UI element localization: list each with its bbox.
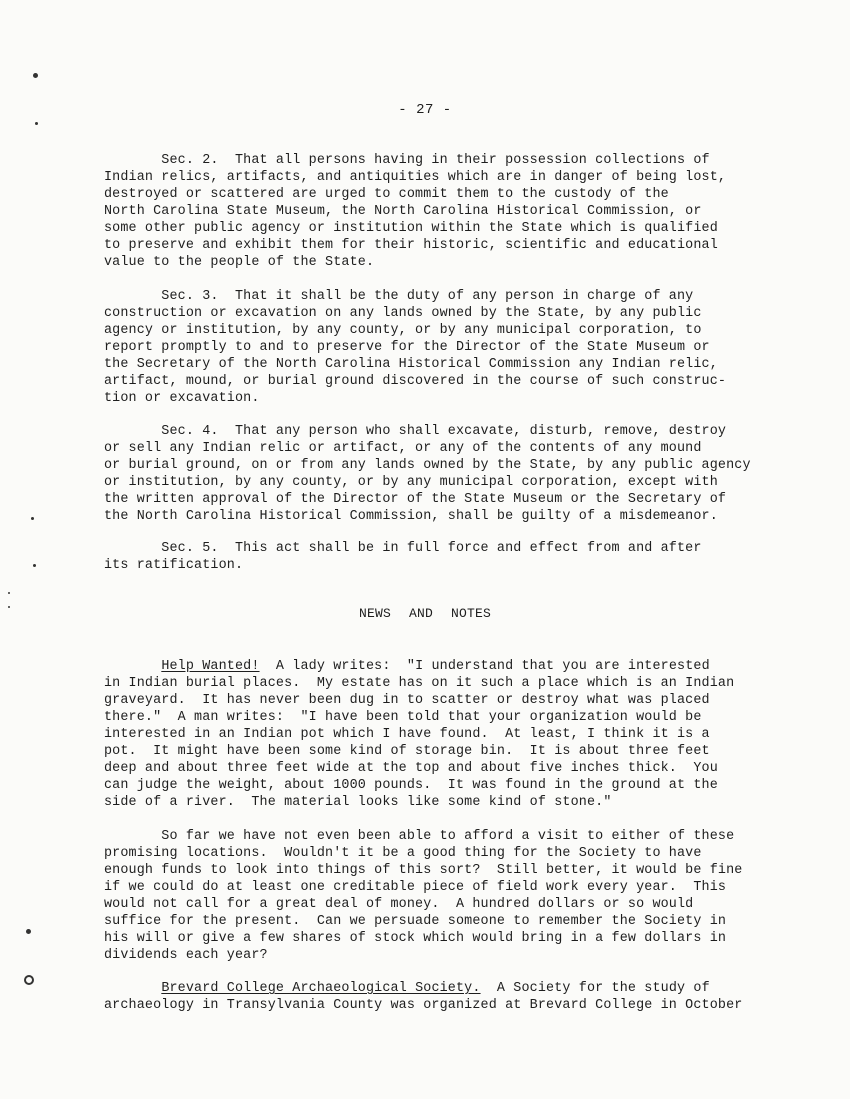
text-line: construction or excavation on any lands owned by the State, by any public: [104, 306, 702, 321]
text-line: Sec. 2. That all persons having in their possession collections of: [104, 153, 710, 168]
text-line: Sec. 4. That any person who shall excavate, disturb, remove, destroy: [104, 424, 727, 439]
scan-speck: [35, 122, 38, 125]
news-and-notes-heading: NEWS AND NOTES: [358, 606, 492, 621]
text-line: Sec. 3. That it shall be the duty of any person in charge of any: [104, 289, 694, 304]
text-line: side of a river. The material looks like some kind of stone.": [104, 795, 612, 810]
text-line: can judge the weight, about 1000 pounds. It was found in the ground at the: [104, 778, 718, 793]
section-5-paragraph: [104, 540, 784, 574]
text-line: the North Carolina Historical Commission, shall be guilty of a misdemeanor.: [104, 509, 718, 524]
text-line: [104, 658, 784, 675]
brevard-society-label: Brevard College Archaeological Society.: [161, 981, 481, 996]
text-line: in Indian burial places. My estate has on it such a place which is an Indian: [104, 676, 735, 691]
text-line: Indian relics, artifacts, and antiquities which are in danger of being lost,: [104, 170, 727, 185]
text-line: or sell any Indian relic or artifact, or any of the contents of any mound: [104, 441, 702, 456]
text-line: to preserve and exhibit them for their historic, scientific and educational: [104, 238, 718, 253]
scan-speck: [24, 975, 34, 985]
text-line: its ratification.: [104, 558, 244, 573]
text-line: or burial ground, on or from any lands owned by the State, by any public agency: [104, 458, 751, 473]
text-line: there." A man writes: "I have been told that your organization would be: [104, 710, 702, 725]
text-line: report promptly to and to preserve for the Director of the State Museum or: [104, 340, 710, 355]
text-line: the written approval of the Director of the State Museum or the Secretary of: [104, 492, 727, 507]
text-line: Sec. 5. This act shall be in full force and effect from and after: [104, 541, 702, 556]
scan-speck: [33, 73, 38, 78]
text-fragment: A Society for the study of: [480, 981, 710, 996]
scan-speck: [26, 929, 31, 934]
text-line: if we could do at least one creditable piece of field work every year. This: [104, 880, 727, 895]
text-line: [104, 980, 784, 997]
text-line: would not call for a great deal of money. A hundred dollars or so would: [104, 897, 694, 912]
page-number: - 27 -: [398, 102, 452, 118]
text-line: destroyed or scattered are urged to commit them to the custody of the: [104, 187, 669, 202]
text-line: archaeology in Transylvania County was organized at Brevard College in October: [104, 998, 743, 1013]
text-line: interested in an Indian pot which I have found. At least, I think it is a: [104, 727, 710, 742]
text-line: or institution, by any county, or by any municipal corporation, except with: [104, 475, 718, 490]
text-line: deep and about three feet wide at the top and about five inches thick. You: [104, 761, 718, 776]
scan-speck: [8, 592, 10, 594]
section-3-paragraph: [104, 288, 784, 407]
text-line: tion or excavation.: [104, 391, 260, 406]
help-wanted-label: Help Wanted!: [161, 659, 260, 674]
help-wanted-paragraph: [104, 658, 784, 811]
text-line: North Carolina State Museum, the North Carolina Historical Commission, or: [104, 204, 702, 219]
appeal-paragraph: [104, 828, 784, 964]
text-line: promising locations. Wouldn't it be a good thing for the Society to have: [104, 846, 702, 861]
text-line: agency or institution, by any county, or by any municipal corporation, to: [104, 323, 702, 338]
text-line: pot. It might have been some kind of storage bin. It is about three feet: [104, 744, 710, 759]
scan-speck: [31, 517, 34, 520]
text-line: the Secretary of the North Carolina Historical Commission any Indian relic,: [104, 357, 718, 372]
scan-speck: [33, 564, 36, 567]
text-line: suffice for the present. Can we persuade someone to remember the Society in: [104, 914, 727, 929]
scan-speck: [8, 606, 10, 608]
text-line: artifact, mound, or burial ground discovered in the course of such construc-: [104, 374, 727, 389]
text-fragment: A lady writes: "I understand that you are interested: [259, 659, 710, 674]
text-line: graveyard. It has never been dug in to scatter or destroy what was placed: [104, 693, 710, 708]
section-4-paragraph: [104, 423, 784, 525]
text-line: dividends each year?: [104, 948, 268, 963]
text-line: So far we have not even been able to afford a visit to either of these: [104, 829, 735, 844]
text-line: some other public agency or institution within the State which is qualified: [104, 221, 718, 236]
text-line: enough funds to look into things of this sort? Still better, it would be fine: [104, 863, 743, 878]
section-2-paragraph: [104, 152, 784, 271]
text-line: his will or give a few shares of stock which would bring in a few dollars in: [104, 931, 727, 946]
text-line: value to the people of the State.: [104, 255, 375, 270]
brevard-paragraph: [104, 980, 784, 1014]
